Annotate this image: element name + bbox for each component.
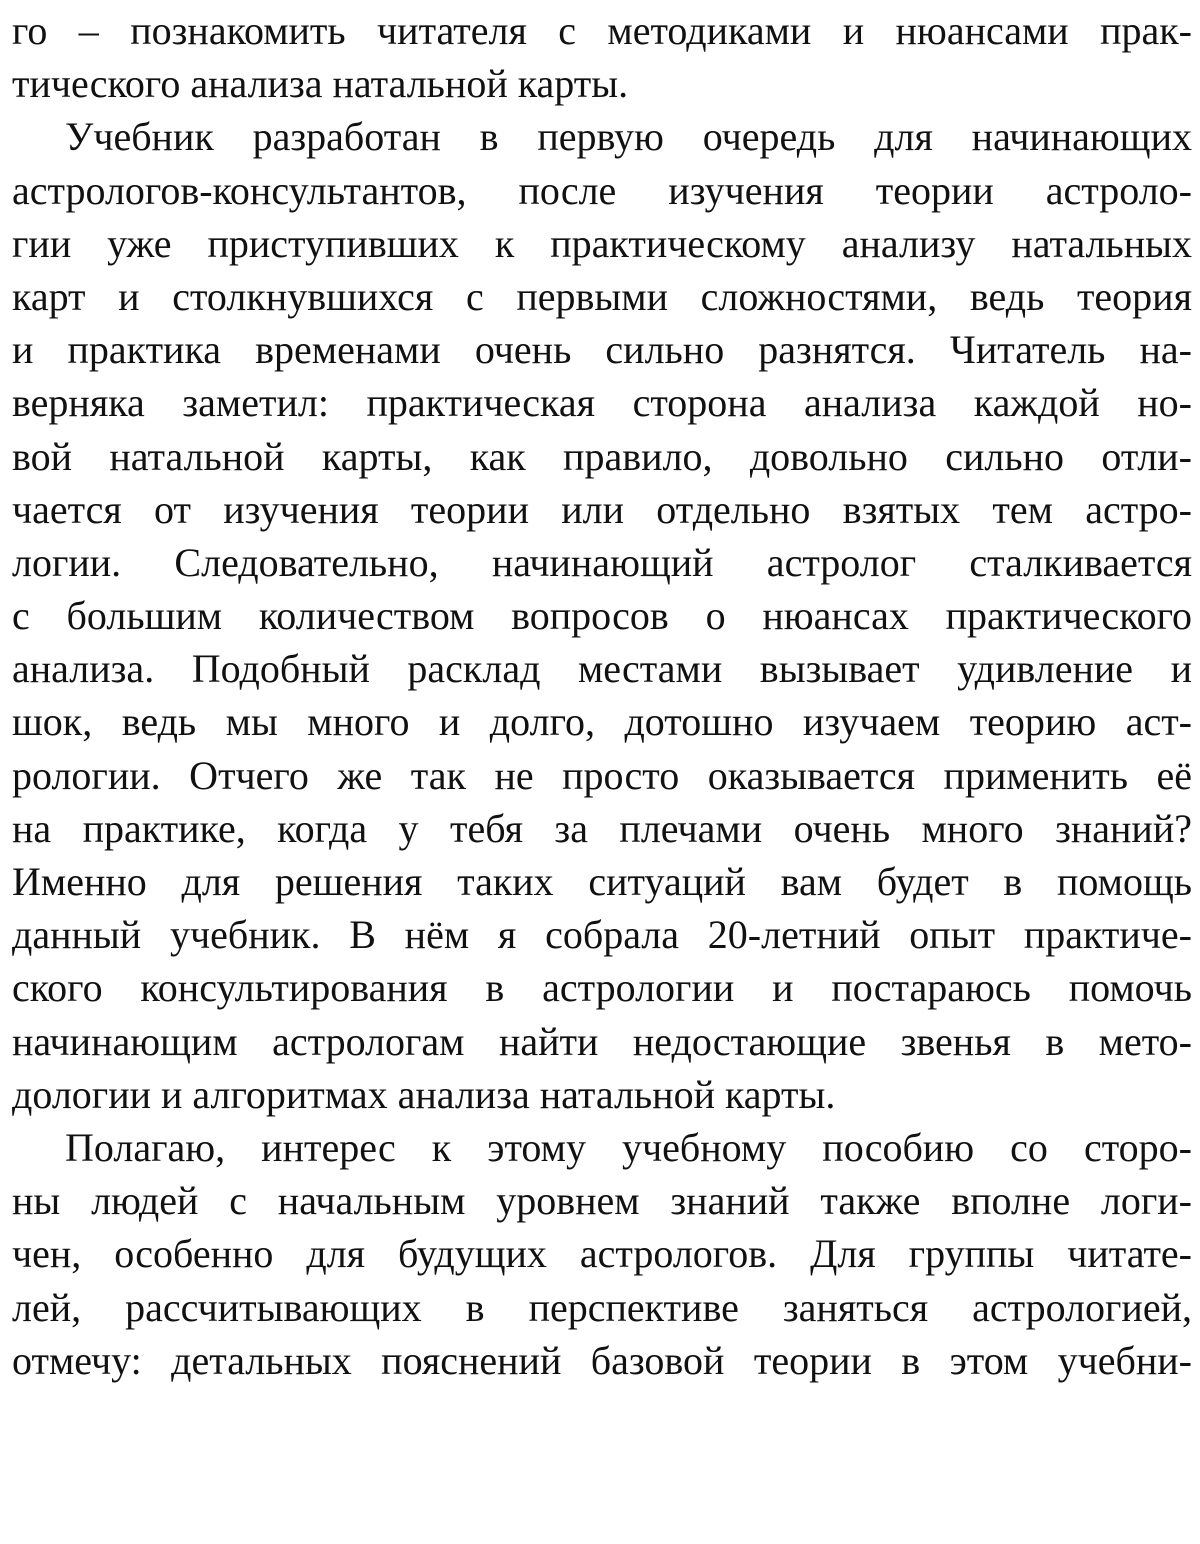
- text-line: астрологов-консультантов, после изучения теории астроло-: [12, 167, 1192, 213]
- text-line: Учебник разработан в первую очередь для начинающих: [65, 114, 1192, 160]
- text-line: с большим количеством вопросов о нюансах практического: [12, 593, 1192, 639]
- text-line: рологии. Отчего же так не просто оказывается применить её: [12, 752, 1192, 798]
- text-line: на практике, когда у тебя за плечами очень много знаний?: [12, 805, 1192, 851]
- text-line: отмечу: детальных пояснений базовой теории в этом учебни-: [12, 1337, 1192, 1383]
- text-line: шок, ведь мы много и долго, дотошно изучаем теорию аст-: [12, 699, 1192, 745]
- text-line: Именно для решения таких ситуаций вам будет в помощь: [12, 859, 1192, 904]
- text-line: дологии и алгоритмах анализа натальной карты.: [12, 1071, 836, 1117]
- text-line: и практика временами очень сильно разнятся. Читатель на-: [12, 327, 1192, 373]
- text-line: верняка заметил: практическая сторона анализа каждой но-: [12, 380, 1192, 426]
- text-line: го – познакомить читателя с методиками и нюансами прак-: [12, 8, 1192, 53]
- text-line: чен, особенно для будущих астрологов. Для группы читате-: [12, 1231, 1192, 1277]
- text-line: данный учебник. В нём я собрала 20-летний опыт практиче-: [12, 912, 1192, 958]
- text-line: лей, рассчитывающих в перспективе заняться астрологией,: [12, 1284, 1192, 1330]
- text-line: тического анализа натальной карты.: [12, 61, 629, 107]
- text-line: чается от изучения теории или отдельно взятых тем астро-: [12, 486, 1192, 532]
- text-line: гии уже приступивших к практическому анализу натальных: [12, 220, 1192, 266]
- text-line: ны людей с начальным уровнем знаний также вполне логи-: [12, 1178, 1192, 1224]
- paragraph-3: [12, 1121, 1192, 1387]
- text-line: анализа. Подобный расклад местами вызывает удивление и: [12, 646, 1192, 692]
- text-line: вой натальной карты, как правило, довольно сильно отли-: [12, 433, 1192, 479]
- text-line: Полагаю, интерес к этому учебному пособию со сторо-: [65, 1124, 1192, 1170]
- paragraph-2: [12, 110, 1192, 1121]
- text-line: карт и столкнувшихся с первыми сложностями, ведь теория: [12, 273, 1192, 319]
- text-line: ского консультирования в астрологии и постараюсь помочь: [12, 965, 1192, 1011]
- text-line: логии. Следовательно, начинающий астролог сталкивается: [12, 539, 1192, 585]
- paragraph-1: [12, 4, 1192, 110]
- text-line: начинающим астрологам найти недостающие звенья в мето-: [12, 1018, 1192, 1064]
- document-page: [12, 4, 1192, 1387]
